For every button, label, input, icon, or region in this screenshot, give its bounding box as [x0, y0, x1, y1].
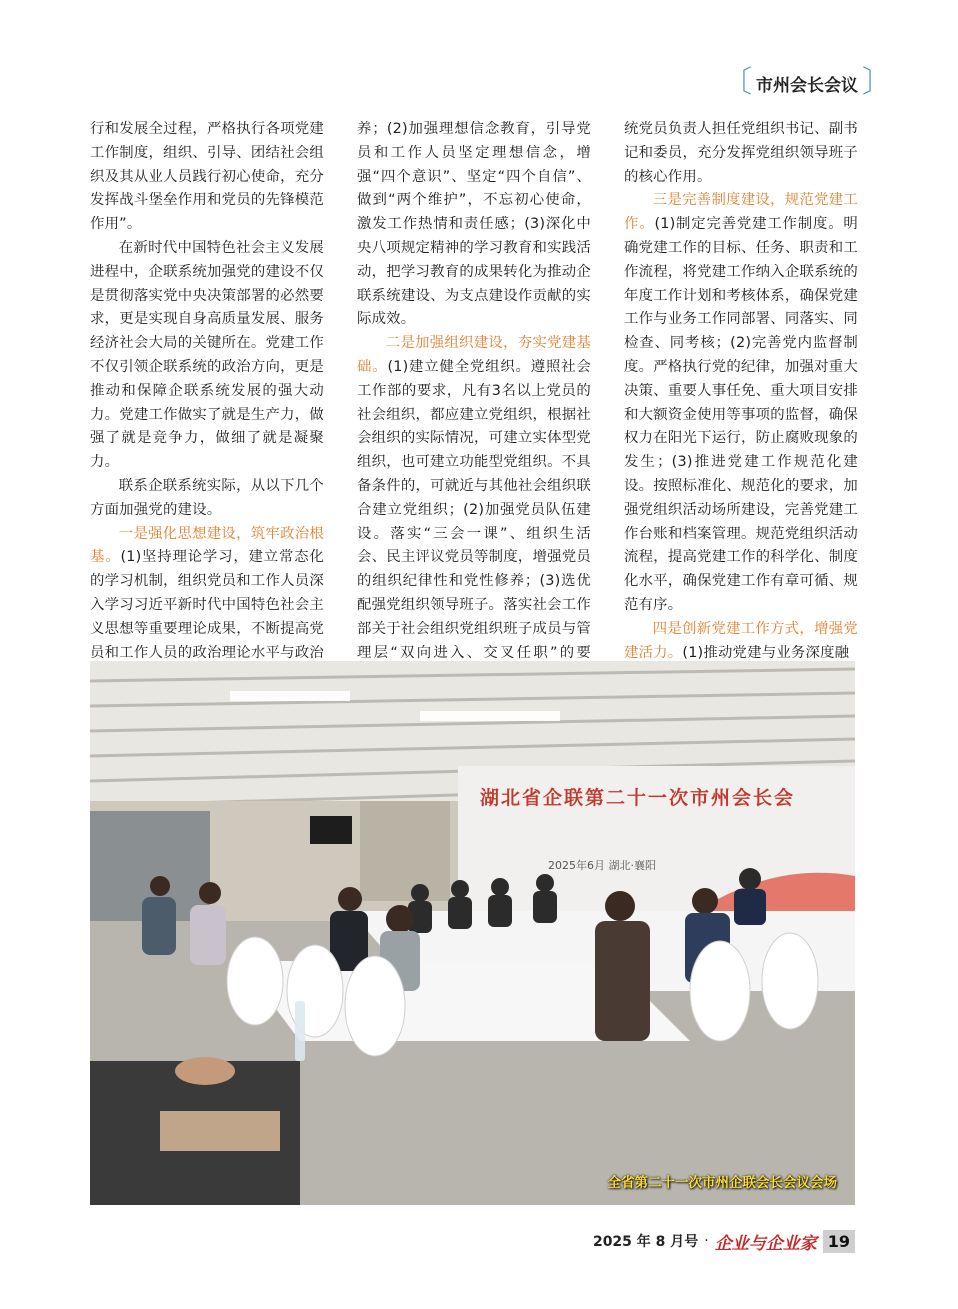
text-column-1 — [90, 118, 324, 689]
paragraph-body: (1)建立健全党组织。遵照社会工作部的要求，凡有3名以上党员的社会组织，都应建立党组织，根据社会组织的实际情况，可建立实体型党组织，也可建立功能型党组织。不具备条件的，可就近与其他社会组织联合建立党组织；(2)加强党员队伍建设。落实“三会一课”、组织生活会、民主评议党员等制度，增强党员的组织纪律性和党性修养；(3)选优配强党组织领导班子。落实社会工作部关于社会组织党组织班子成员与管理层“双向进入、交叉任职”的要 — [357, 358, 591, 661]
section-heading: 二是加强组织建设，夯实党建基础。 — [357, 335, 591, 375]
issue-label: 2025 年 8 月号 — [592, 1234, 699, 1250]
banner-subtitle: 2025年6月 湖北·襄阳 — [548, 859, 656, 872]
paragraph: 统党员负责人担任党组织书记、副书记和委员，充分发挥党组织领导班子的核心作用。 — [624, 121, 858, 185]
banner-title: 湖北省企联第二十一次市州会长会 — [480, 787, 796, 809]
paragraph: 养；(2)加强理想信念教育，引导党员和工作人员坚定理想信念，增强“四个意识”、坚定“四个自信”、做到“两个维护”，不忘初心使命，激发工作热情和责任感；(3)深化中央八项规定精神的学习教育和实践活动，把学习教育的成果转化为推动企联系统建设、为支点建设作贡献的实际成效。 — [357, 121, 591, 328]
text-column-2 — [357, 118, 591, 689]
section-heading: 四是创新党建工作方式，增强党建活力。 — [624, 620, 858, 661]
section-heading: 三是完善制度建设，规范党建工作。 — [624, 192, 858, 233]
page-number: 19 — [823, 1230, 855, 1253]
paragraph: 行和发展全过程，严格执行各项党建工作制度，组织、引导、团结社会组织及其从业人员践行初心使命，充分发挥战斗堡垒作用和党员的先锋模范作用”。 — [90, 121, 324, 233]
section-heading: 一是强化思想建设，筑牢政治根基。 — [90, 525, 324, 566]
meeting-photo — [90, 661, 855, 1205]
section-title: 市州会长会议 — [756, 75, 858, 96]
page-footer — [560, 1228, 855, 1254]
paragraph-body: (1)推动党建与业务深度融 — [682, 644, 850, 661]
right-bracket-icon: 〕 — [862, 65, 892, 100]
paragraph — [624, 618, 858, 666]
separator-dot: · — [704, 1233, 709, 1249]
paragraph — [357, 332, 591, 689]
paragraph: 在新时代中国特色社会主义发展进程中，企联系统加强党的建设不仅是贯彻落实党中央决策部署的必然要求，更是实现自身高质量发展、服务经济社会大局的关键所在。党建工作不仅引领企联系统的政治方向，更是推动和保障企联系统发展的强大动力。党建工作做实了就是生产力，做强了就是竞争力，做细了就是凝聚力。 — [90, 239, 324, 471]
paragraph — [624, 189, 858, 617]
paragraph-body: (1)坚持理论学习，建立常态化的学习机制，组织党员和工作人员深入学习习近平新时代中国特色社会主义思想等重要理论成果，不断提高党员和工作人员的政治理论水平与政治 — [90, 549, 324, 661]
paragraph: 联系企联系统实际，从以下几个方面加强党的建设。 — [90, 477, 324, 518]
photo-caption: 全省第二十一次市州企联会长会议会场 — [607, 1175, 837, 1191]
meeting-room-illustration — [90, 661, 855, 1205]
left-bracket-icon: 〔 — [722, 65, 752, 100]
paragraph-body: (1)制定完善党建工作制度。明确党建工作的目标、任务、职责和工作流程，将党建工作纳入企联系统的年度工作计划和考核体系，确保党建工作与业务工作同部署、同落实、同检查、同考核；(2)完善党内监督制度。严格执行党的纪律，加强对重大决策、重要人事任免、重大项目安排和大额资金使用等事项的监督，确保权力在阳光下运行，防止腐败现象的发生；(3)推进党建工作规范化建设。按照标准化、规范化的要求，加强党组织活动场所建设，完善党建工作台账和档案管理。规范党组织活动流程，提高党建工作的科学化、制度化水平，确保党建工作有章可循、规范有序。 — [624, 216, 858, 613]
section-tag — [722, 64, 892, 102]
magazine-logo: 企业与企业家 — [714, 1233, 817, 1254]
text-column-3 — [624, 118, 858, 665]
